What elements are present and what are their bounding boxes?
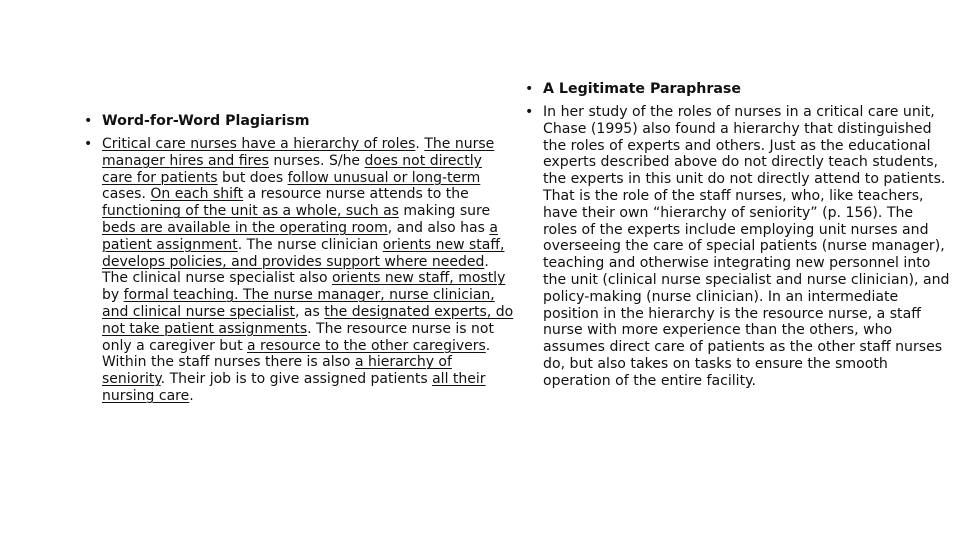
copied-phrase: formal teaching. The nurse manager, nurse clinician, and clinical nurse specialist bbox=[102, 287, 495, 320]
left-heading-text: Word-for-Word Plagiarism bbox=[102, 113, 310, 129]
text-segment: cases. bbox=[102, 186, 151, 203]
paraphrase-text: In her study of the roles of nurses in a critical care unit, Chase (1995) also found a hierarchy that distinguished the roles of experts and others. Just as the educational experts described above do not directly teach students, the experts in this unit do not directly attend to patients. That is the role of the staff nurses, who, like teachers, have their own “hierarchy of seniority” (p. 156). The roles of the experts include employing unit nurses and overseeing the care of special patients (nurse manager), teaching and otherwise integrating new personnel into the unit (clinical nurse specialist and nurse clinician), and policy-making (nurse clinician). In an intermediate position in the hierarchy is the resource nurse, a staff nurse with more experience than the others, who assumes direct care of patients as the other staff nurses do, but also takes on tasks to ensure the smooth operation of the entire facility. bbox=[543, 104, 950, 389]
copied-phrase: a patient assignment bbox=[102, 219, 498, 253]
text-segment: . The resource nurse is not only a caregiver but bbox=[102, 320, 494, 354]
text-segment: a resource nurse attends to the bbox=[243, 186, 469, 203]
plagiarism-text bbox=[102, 136, 514, 405]
copied-phrase: a resource to the other caregivers bbox=[247, 337, 486, 354]
copied-phrase: all their nursing care bbox=[102, 371, 486, 404]
copied-phrase: Critical care nurses have a hierarchy of roles bbox=[102, 136, 416, 152]
text-segment: . Within the staff nurses there is also bbox=[102, 337, 491, 371]
copied-phrase: does not directly care for patients bbox=[102, 152, 482, 186]
text-segment: . The clinical nurse specialist also bbox=[102, 253, 489, 287]
copied-phrase: orients new staff, mostly bbox=[331, 270, 506, 287]
text-segment: . Their job is to give assigned patients bbox=[160, 371, 433, 388]
left-column bbox=[84, 108, 514, 405]
copied-phrase: follow unusual or long-term bbox=[287, 169, 481, 186]
text-segment: , as bbox=[295, 303, 325, 320]
bullet-icon: • bbox=[84, 136, 93, 152]
copied-phrase: beds are available in the operating room bbox=[102, 219, 388, 236]
text-segment: , and also has bbox=[387, 219, 490, 236]
bullet-icon: • bbox=[84, 113, 93, 129]
copied-phrase: a hierarchy of seniority bbox=[102, 354, 452, 388]
text-segment: . bbox=[189, 387, 194, 404]
right-heading bbox=[525, 80, 950, 98]
right-heading-text: A Legitimate Paraphrase bbox=[543, 81, 742, 97]
bullet-icon: • bbox=[525, 81, 534, 97]
left-heading bbox=[84, 112, 514, 130]
copied-phrase: functioning of the unit as a whole, such as bbox=[102, 203, 399, 220]
copied-phrase: On each shift bbox=[150, 186, 244, 203]
bullet-icon: • bbox=[525, 104, 534, 120]
copied-phrase: orients new staff, develops policies, and provides support where needed bbox=[102, 236, 505, 270]
plagiarism-paragraph bbox=[84, 136, 514, 405]
text-segment: . The nurse clinician bbox=[237, 236, 383, 253]
copied-phrase: the designated experts, do not take patient assignments bbox=[102, 303, 514, 337]
text-segment: but does bbox=[217, 169, 288, 186]
text-segment: nurses. S/he bbox=[268, 152, 365, 169]
text-segment: . bbox=[415, 136, 425, 152]
paraphrase-paragraph bbox=[525, 104, 950, 390]
text-segment: by bbox=[102, 287, 124, 304]
copied-phrase: The nurse manager hires and fires bbox=[102, 136, 495, 169]
text-segment: making sure bbox=[398, 203, 491, 220]
right-column bbox=[525, 76, 950, 390]
